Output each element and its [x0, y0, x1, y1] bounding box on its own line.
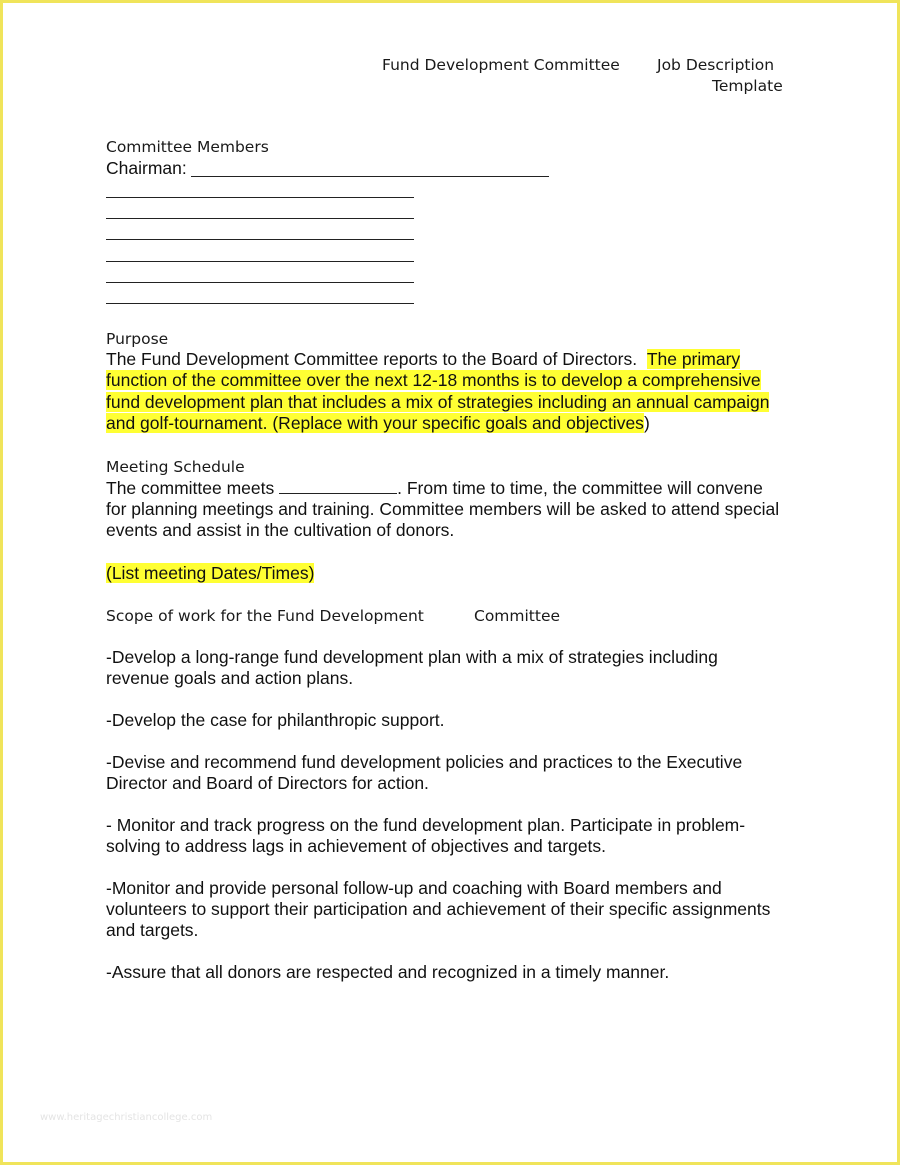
scope-item-line: -Monitor and provide personal follow-up and coaching with Board members and [106, 878, 722, 898]
purpose-highlight-text: fund development plan that includes a mix of strategies including an annual campaign [106, 392, 770, 412]
scope-heading: Scope of work for the Fund Development [106, 607, 424, 625]
purpose-paragraph-line [106, 392, 769, 413]
header-committee-title: Fund Development Committee [382, 56, 620, 74]
members-heading: Committee Members [106, 138, 269, 156]
scope-item-line: -Assure that all donors are respected and recognized in a timely manner. [106, 962, 670, 982]
meeting-text: . From time to time, the committee will convene [397, 478, 763, 498]
meeting-text: The committee meets [106, 478, 275, 498]
member-blank-line [106, 261, 414, 262]
chairman-blank-line [191, 176, 549, 177]
meeting-paragraph-line: for planning meetings and training. Committee members will be asked to attend special [106, 499, 780, 519]
purpose-closing-paren: ) [643, 413, 650, 433]
member-blank-line [106, 282, 414, 283]
header-job-description: Job Description [657, 56, 775, 74]
member-blank-line [106, 239, 414, 240]
meeting-dates-line [106, 563, 314, 584]
purpose-plain-text: The Fund Development Committee reports to the Board of Directors. [106, 349, 638, 369]
member-blank-line [106, 218, 414, 219]
purpose-paragraph-line [106, 370, 761, 391]
meeting-frequency-blank [279, 479, 397, 494]
watermark: www.heritagechristiancollege.com [40, 1112, 213, 1123]
meeting-paragraph-line [106, 478, 763, 499]
purpose-heading: Purpose [106, 330, 169, 348]
scope-item-line: -Develop a long-range fund development plan with a mix of strategies including [106, 647, 718, 667]
scope-item-line: Director and Board of Directors for action. [106, 773, 429, 793]
scope-item-line: revenue goals and action plans. [106, 668, 354, 688]
purpose-highlight-text: The primary [646, 349, 741, 369]
scope-item-line: -Develop the case for philanthropic support. [106, 710, 445, 730]
scope-item-line: solving to address lags in achievement of objectives and targets. [106, 836, 607, 856]
purpose-paragraph-line [106, 413, 650, 434]
meeting-dates-highlight: (List meeting Dates/Times) [106, 563, 315, 583]
meeting-heading: Meeting Schedule [106, 458, 245, 476]
chairman-label: Chairman: [106, 158, 187, 178]
header-template: Template [712, 77, 783, 95]
member-blank-line [106, 197, 414, 198]
scope-item-line: volunteers to support their participation and achievement of their specific assignments [106, 899, 771, 919]
scope-item-line: and targets. [106, 920, 199, 940]
purpose-paragraph-line [106, 349, 740, 370]
member-blank-line [106, 303, 414, 304]
scope-heading-committee: Committee [474, 607, 561, 625]
scope-item-line: - Monitor and track progress on the fund development plan. Participate in problem- [106, 815, 746, 835]
meeting-paragraph-line: events and assist in the cultivation of donors. [106, 520, 455, 540]
scope-item-line: -Devise and recommend fund development policies and practices to the Executive [106, 752, 743, 772]
purpose-highlight-text: and golf-tournament. (Replace with your specific goals and objectives [106, 413, 644, 433]
purpose-highlight-text: function of the committee over the next 12-18 months is to develop a comprehensive [106, 370, 761, 390]
